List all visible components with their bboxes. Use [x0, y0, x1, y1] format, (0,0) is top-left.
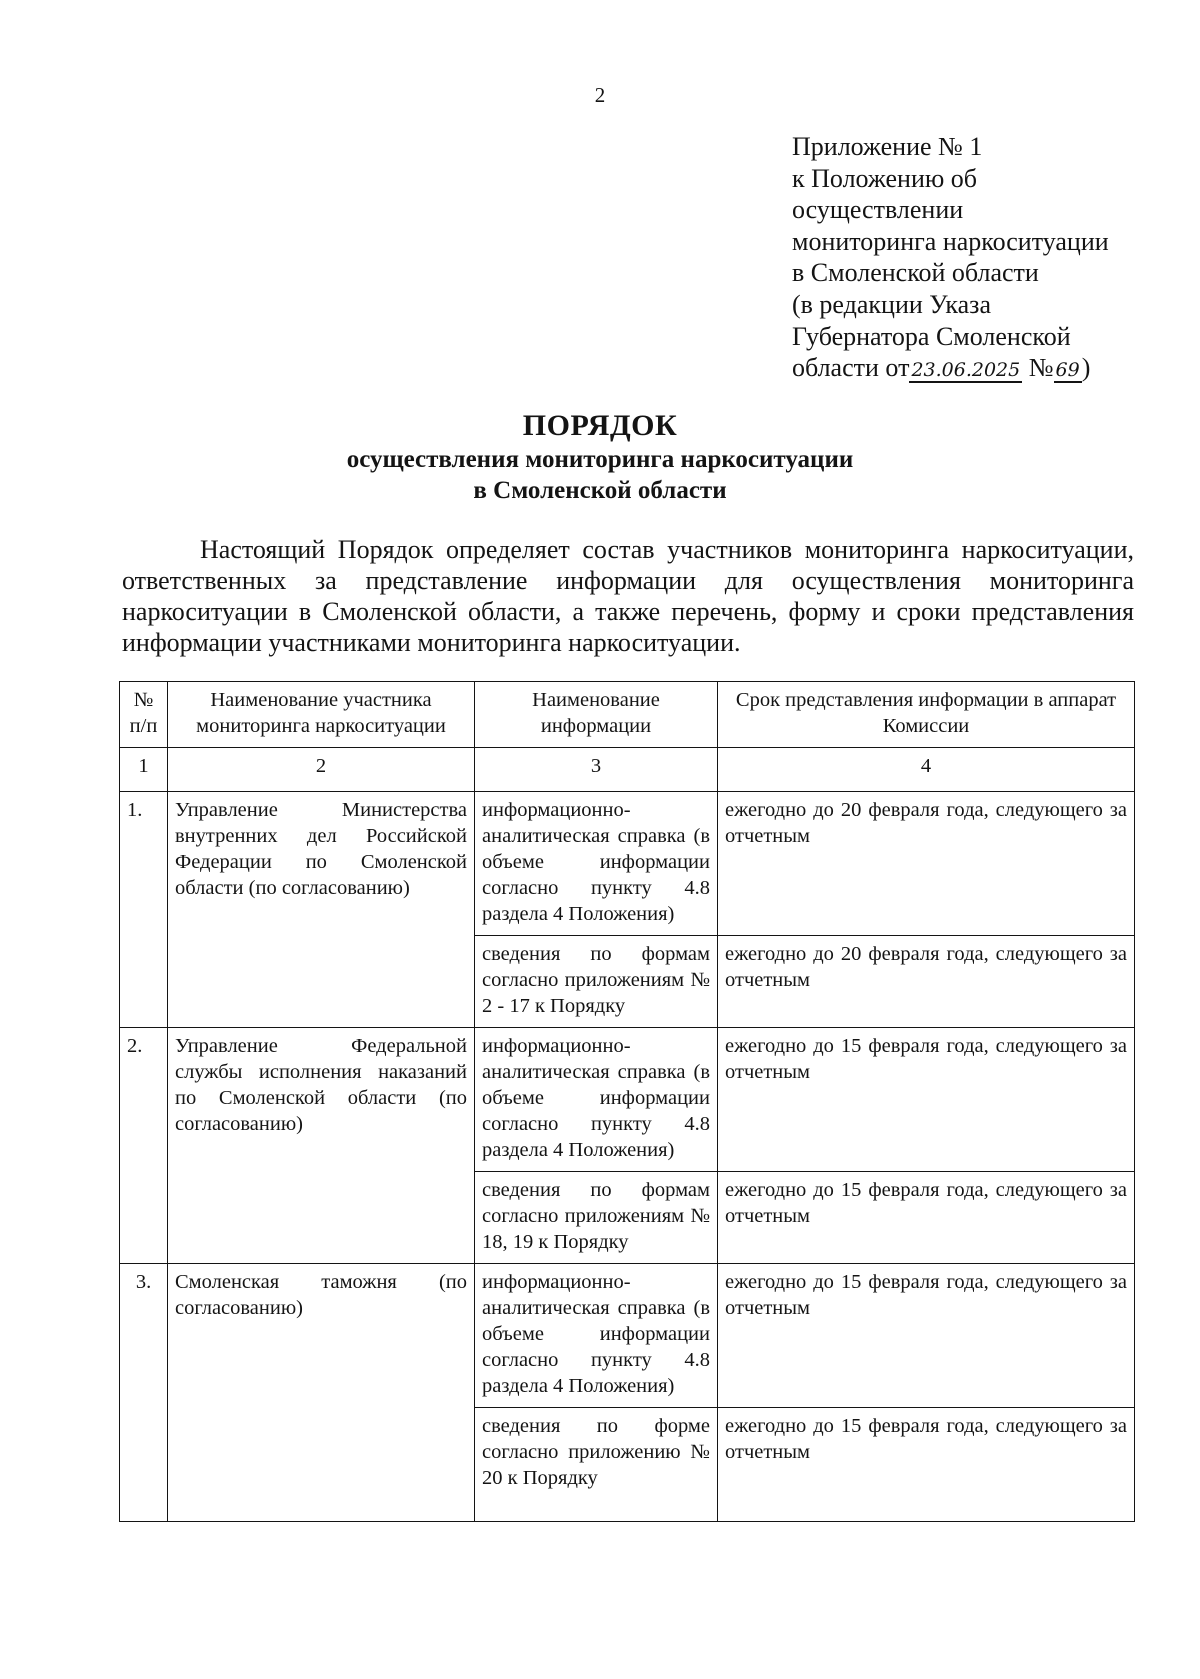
info-name: информационно-аналитическая справка (в объеме информации согласно пункту 4.8 раздела 4 Положения) — [475, 1028, 718, 1172]
column-number-row — [120, 748, 1135, 792]
deadline: ежегодно до 15 февраля года, следующего за отчетным — [718, 1172, 1135, 1264]
info-name: сведения по формам согласно приложениям № 18, 19 к Порядку — [475, 1172, 718, 1264]
row-number: 3. — [120, 1264, 168, 1522]
info-name: информационно-аналитическая справка (в объеме информации согласно пункту 4.8 раздела 4 Положения) — [475, 792, 718, 936]
header-participant: Наименование участника мониторинга наркоситуации — [168, 682, 475, 748]
table-row — [120, 1264, 1135, 1408]
handwritten-date: 23.06.2025 — [911, 359, 1021, 382]
deadline: ежегодно до 15 февраля года, следующего за отчетным — [718, 1264, 1135, 1408]
column-number: 1 — [120, 748, 168, 792]
column-number: 3 — [475, 748, 718, 792]
header-info: Наименование информации — [475, 682, 718, 748]
row-number: 1. — [120, 792, 168, 1028]
table-row — [120, 792, 1135, 936]
column-number: 2 — [168, 748, 475, 792]
number-label: № — [1028, 353, 1054, 383]
document-title — [0, 408, 1200, 506]
participant-name: Смоленская таможня (по согласованию) — [168, 1264, 475, 1522]
deadline: ежегодно до 15 февраля года, следующего за отчетным — [718, 1408, 1135, 1522]
appendix-line: (в редакции Указа — [792, 289, 991, 319]
deadline: ежегодно до 20 февраля года, следующего за отчетным — [718, 792, 1135, 936]
appendix-header — [792, 131, 1109, 387]
table-header-row — [120, 682, 1135, 748]
handwritten-number: 69 — [1055, 359, 1080, 382]
info-name: сведения по форме согласно приложению № 20 к Порядку — [475, 1408, 718, 1522]
deadline: ежегодно до 15 февраля года, следующего за отчетным — [718, 1028, 1135, 1172]
closing-bracket: ) — [1081, 353, 1091, 383]
header-num: № п/п — [120, 682, 168, 748]
info-name: сведения по формам согласно приложениям № 2 - 17 к Порядку — [475, 936, 718, 1028]
title-main: ПОРЯДОК — [522, 409, 678, 442]
column-number: 4 — [718, 748, 1135, 792]
participants-table — [119, 681, 1135, 1522]
participant-name: Управление Министерства внутренних дел Российской Федерации по Смоленской области (по согласованию) — [168, 792, 475, 1028]
info-name: информационно-аналитическая справка (в объеме информации согласно пункту 4.8 раздела 4 Положения) — [475, 1264, 718, 1408]
row-number: 2. — [120, 1028, 168, 1264]
appendix-line: Приложение № 1 — [792, 132, 983, 161]
title-line-2: осуществления мониторинга наркоситуации — [346, 446, 854, 473]
appendix-line: Губернатора Смоленской — [792, 321, 1071, 351]
appendix-line: осуществлении — [792, 195, 964, 225]
participant-name: Управление Федеральной службы исполнения наказаний по Смоленской области (по согласованию) — [168, 1028, 475, 1264]
header-deadline: Срок представления информации в аппарат Комиссии — [718, 682, 1135, 748]
page-number: 2 — [594, 83, 606, 107]
appendix-date-line — [792, 352, 1109, 387]
deadline: ежегодно до 20 февраля года, следующего за отчетным — [718, 936, 1135, 1028]
appendix-line: к Положению об — [792, 163, 978, 193]
appendix-line: мониторинга наркоситуации — [792, 226, 1109, 256]
appendix-line: в Смоленской области — [792, 258, 1039, 288]
appendix-date-prefix: области от — [792, 353, 910, 383]
table-row — [120, 1028, 1135, 1172]
title-line-3: в Смоленской области — [473, 477, 727, 504]
intro-paragraph: Настоящий Порядок определяет состав участников мониторинга наркоситуации, ответственных за представление информации для осуществления мониторинга наркоситуации в Смоленской области, а также перечень, форму и сроки представления информации участниками мониторинга наркоситуации. — [122, 535, 1134, 657]
